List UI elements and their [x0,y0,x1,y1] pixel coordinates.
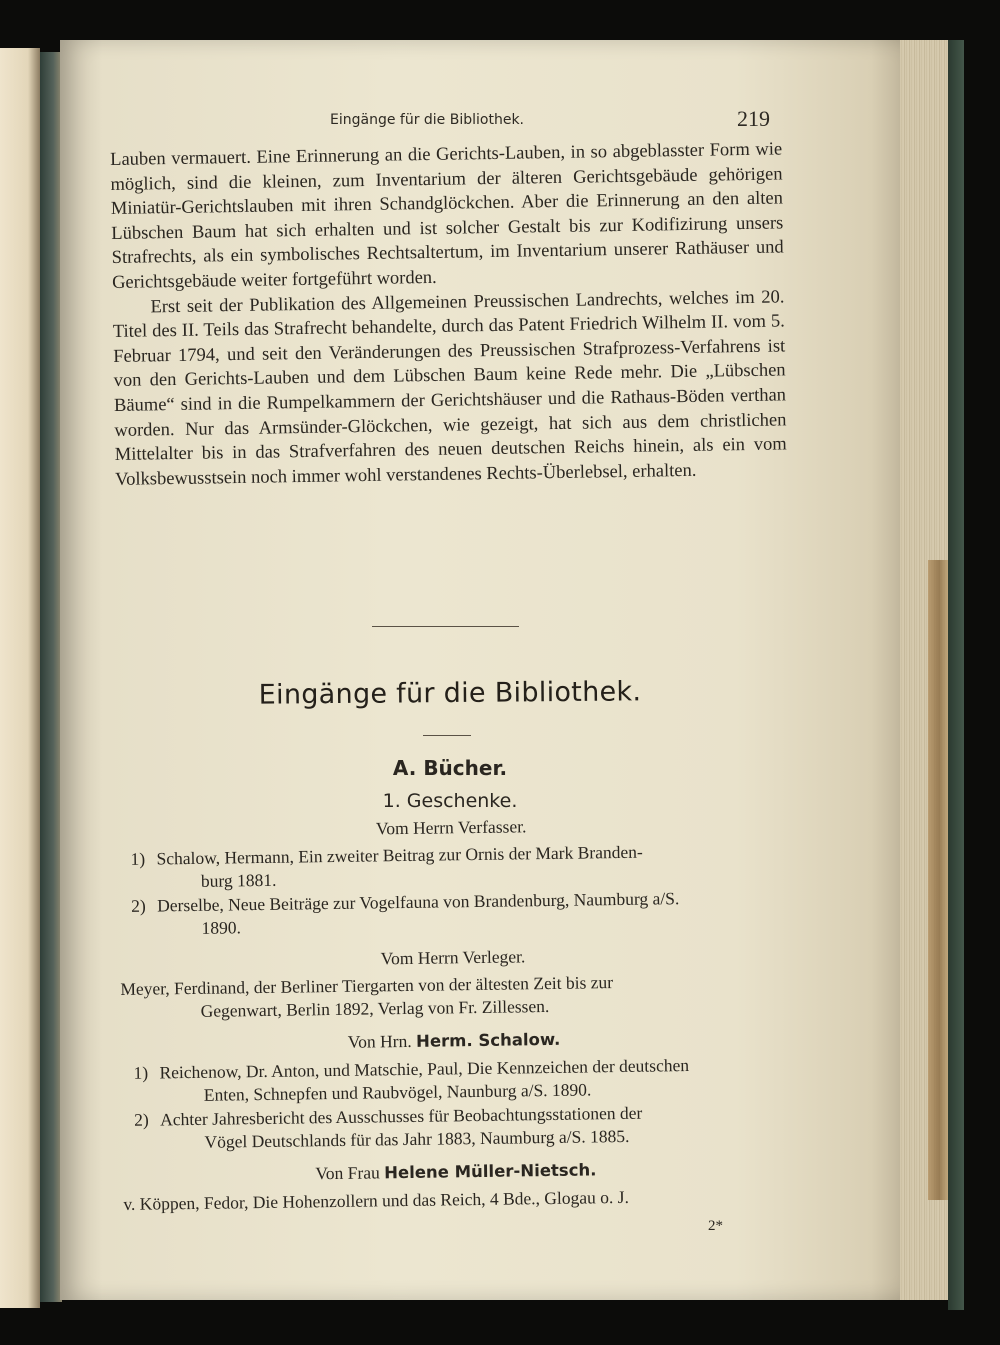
entry-text: Achter Jahresbericht des Ausschusses für Beobachtungsstationen der [160,1102,643,1130]
donor-prefix: Von Frau [315,1162,380,1184]
donor-name: Herm. Schalow. [415,1029,561,1051]
donor-name: Helene Müller-Nietsch. [384,1160,597,1183]
page-number: 219 [737,106,770,131]
entry-text: v. Köppen, Fedor, Die Hohenzollern und das Reich, 4 Bde., Glogau o. J. [123,1186,630,1214]
list-item [119,886,786,940]
entry-continuation: burg 1881. [200,869,277,891]
left-book-cover [40,52,62,1302]
entry-number: 2) [134,1109,149,1130]
list-item [118,839,785,893]
list-item [120,969,787,1023]
section-title: Eingänge für die Bibliothek. [258,676,642,711]
page-header [330,106,770,136]
entry-continuation: 1890. [201,916,242,938]
donor-prefix: Vom Herrn Verfasser. [375,816,527,839]
entry-text: Derselbe, Neue Beiträge zur Vogelfauna von Brandenburg, Naumburg a/S. [157,888,680,916]
signature-mark: 2* [708,1218,723,1234]
subsubsection-heading: 1. Geschenke. [382,790,518,812]
entry-number: 2) [131,895,146,916]
page-stack-edge [900,40,950,1300]
running-title: Eingänge für die Bibliothek. [330,112,525,128]
section-divider [372,626,519,627]
list-item [121,1053,788,1107]
right-book-cover [948,40,964,1310]
entry-text: Schalow, Hermann, Ein zweiter Beitrag zur Ornis der Mark Branden- [156,841,643,869]
acquisitions-list [118,811,789,1218]
entry-number: 1) [133,1062,149,1083]
entry-number: 1) [130,848,146,869]
donor-prefix: Von Hrn. [347,1030,412,1052]
left-page-edge [0,48,40,1308]
list-item [122,1100,789,1154]
entry-continuation: Enten, Schnepfen und Raubvögel, Naunburg a/S. 1890. [203,1078,592,1105]
paragraph-2: Erst seit der Publikation des Allgemeinen Preussischen Landrechts, welches im 20. Titel des II. Teils das Strafrecht behandelte, durch das Patent Friedrich Wilhelm II. vom 5. Februar 1794, und seit den Veränderungen des Preussischen Strafprozess-Verfahrens ist von den Gerichts-Lauben und dem Lübschen Baum keine Rede mehr. Die „Lübschen Bäume“ sind in die Rumpelkammern der Gerichtshäuser und die Rathaus-Böden verthan worden. Nur das Armsünder-Glöckchen, wie gezeigt, hat sich aus dem christlichen Mittelalter bis in das Strafverfahren des neuen deutschen Reichs hinein, als ein vom Volksbewusstsein noch immer wohl verstandenes Rechts-Überlebsel, erhalten. [112,286,787,490]
entry-text: Meyer, Ferdinand, der Berliner Tiergarten von der ältesten Zeit bis zur [120,972,614,999]
body-text [110,137,787,492]
title-underline [423,735,471,736]
paragraph-1: Lauben vermauert. Eine Erinnerung an die Gerichts-Lauben, in so abgeblasster Form wie möglich, sind die kleinen, zum Inventarium der älteren Gerichtsgebäude gehörigen Miniatür-Gerichtslauben mit ihren Schandglöckchen. Aber die Erinnerung an den alten Lübschen Baum hat sich erhalten und ist solcher Gestalt bis zur Kodifizirung unsers Strafrechts, als ein symbolisches Rechtsaltertum, im Inventarium unserer Rathäuser und Gerichtsgebäude weiter fortgeführt worden. [110,139,784,293]
entry-text: Reichenow, Dr. Anton, und Matschie, Paul, Die Kennzeichen der deutschen [159,1055,690,1083]
donor-prefix: Vom Herrn Verleger. [380,946,526,969]
entry-continuation: Gegenwart, Berlin 1892, Verlag von Fr. Zillessen. [200,995,550,1021]
entry-continuation: Vögel Deutschlands für das Jahr 1883, Naumburg a/S. 1885. [204,1125,630,1152]
subsection-heading: A. Bücher. [392,756,508,780]
